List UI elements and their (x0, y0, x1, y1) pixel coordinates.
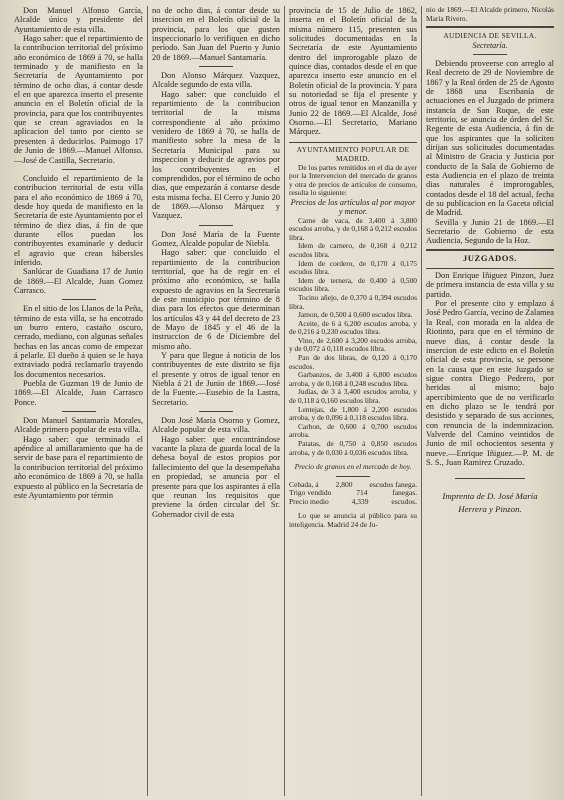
column-1 (10, 6, 147, 796)
divider (62, 169, 96, 170)
price-item: Garbanzos, de 3,400 á 6,800 escudos arroba, y de 0,168 á 0,248 escudos libra. (289, 370, 417, 388)
grain-price: 2,800 (335, 479, 353, 489)
printer-imprint: Imprenta de D. José María (442, 491, 538, 502)
notice-header: Don Enrique Iñiguez Pinzon, Juez de primera instancia de esta villa y su partido. (426, 271, 554, 299)
notice-body: Hago saber: que el repartimiento de la contribucion territorial del próximo año económico de 1869 á 70, se halla terminado y de manifiesto en la Secretaría de Ayuntamiento por término de ocho dias, á contar desde el en que aparezca inserto el presente anuncio en el Boletín oficial de la provincia, para que los contribuyentes que se crean agraviados en la aplicacion del tanto por ciento se presenten á deducirlos. Paimogo 17 de Junio de 1869.—Manuel Alfonso.—José de Castilla, Secretario. (14, 34, 143, 165)
grain-label: Precio medio (289, 496, 329, 506)
notice-signature: Sevilla y Junio 21 de 1869.—El Secretario de Gobierno de esta Audiencia, Segundo de la Hoz. (426, 217, 554, 246)
notice-signature: Sanlúcar de Guadiana 17 de Junio de 1869.—El Alcalde, Juan Gomez Carrasco. (14, 267, 143, 295)
column-2 (147, 6, 284, 796)
notice-continuation: nio de 1869.—El Alcalde primero, Nicolás María Rivero. (426, 6, 554, 23)
price-item: Jamon, de 0,500 á 0,600 escudos libra. (298, 310, 413, 320)
price-item: Patatas, de 0,750 á 0,850 escudos arroba, y de 0,030 á 0,036 escudos libra. (289, 439, 417, 457)
notice-continuation: no de ocho dias, á contar desde su insercion en el Boletín oficial de la provincia, para los que gusten inspeccionarlo lo verifiquen en dicho período. San Juan del Puerto y Junio 20 de 1869.—Manuel Santamaría. (152, 6, 280, 62)
notice-header: Don José María de la Fuente Gomez, Alcalde popular de Niebla. (152, 229, 280, 248)
divider (199, 411, 233, 412)
section-subheading: Secretaría. (472, 40, 508, 50)
column-4 (421, 6, 558, 796)
grain-label: Cebada, á (289, 479, 319, 489)
grain-unit: fanegas. (392, 488, 417, 498)
price-item: Idem de ternera, de 0,400 á 0,500 escudos libra. (289, 275, 417, 294)
section-rule (426, 268, 554, 269)
notice-body: Hago saber: que encontrándose vacante la plaza de guarda local de la dehesa boyal de estos propios por fallecimiento del que la desempeñaba en propiedad, se anuncia por el presente para que los aspirantes á ella que reunan los requisitos que previene la órden circular del Sr. Gobernador civil de esta (152, 434, 280, 519)
notice-body: Concluido el repartimiento de la contribucion territorial de esta villa para el año económico de 1869 á 70, desde hoy queda de manifiesto en la Secretaría de este Ayuntamiento por el término de diez dias, á fin de que durante ellos puedan los contribuyentes examinarle y deducir el agravio que crean hábersles inferido. (14, 173, 143, 267)
notice-body: Hago saber: que concluido el repartimiento de la contribucion territorial de la misma correspondiente al año próximo venidero de 1869 á 70, se halla de manifiesto sobre la mesa de la Secretaría Municipal para su inspeccion y deducir de agravios por los contribuyentes en el comprendidos, por el término de ocho dias, que empezarán á contarse desde esta misma fecha. El Cerro y Junio 20 de 1869.—Alonso Márquez y Vazquez. (152, 89, 280, 221)
section-rule (426, 26, 554, 28)
column-3 (284, 6, 421, 796)
grain-row (289, 498, 417, 507)
columns (10, 6, 558, 796)
price-item: Pan de dos libras, de 0,120 á 0,170 escudos. (289, 353, 417, 371)
price-item: Aceite, de 6 á 6,200 escudos arroba, y de 0,216 á 0,230 escudos libra. (289, 318, 417, 337)
price-item: Judías, de 3 á 3,400 escudos arroba, y de 0,118 á 0,160 escudos libra. (289, 387, 417, 406)
grain-price: 4,339 (351, 496, 369, 506)
section-rule (426, 249, 554, 251)
grain-unit: escudos. (391, 496, 417, 506)
price-list (289, 217, 417, 458)
notice-body: Debiendo proveerse con arreglo al Real decreto de 29 de Noviembre de 1867 y la Real órden de 25 de Agosto de 1868 una Escribanía de actuaciones en el Juzgado de primera instancia de San Roque, de este territorio, se anuncia de órden del Sr. Regente de esta Audiencia, á fin de que los aspirantes que la soliciten dirijan sus solicitudes documentadas al Ministro de Gracia y Justicia por conducto de la Sala de Gobierno de esta Audiencia en el plazo de treinta dias naturales é improrogables, contados desde el 18 del actual, fecha de su publicacion en la Gaceta oficial de Madrid. (426, 58, 554, 218)
grain-price: 714 (356, 488, 368, 498)
divider (62, 411, 96, 412)
price-item: Carne de vaca, de 3,400 á 3,800 escudos arroba, y de 0,168 á 0,212 escudos libra. (289, 215, 417, 242)
notice-header: Don Manuel Santamaría Morales, Alcalde primero popular de esta villa. (14, 416, 143, 435)
section-heading: JUZGADOS. (462, 252, 518, 263)
notice-body: Hago saber: que concluido el repartimiento de la contribucion territorial, que ha de regir en el próximo año económico, se halla expuesto de agravios en la Secretaría de este municipio por término de 8 dias para los efectos que determinan los artículos 43 y 44 del decreto de 23 de Mayo de 1845 y el 46 de la instruccion de 6 de Diciembre del mismo año. (152, 248, 280, 351)
notice-continuation: provincia de 15 de Julio de 1862, inserta en el Boletín oficial de la misma número 115, presenten sus solicitudes documentadas en la Secretaría de este Ayuntamiento dentro del improrogable plazo de quince dias, contados desde el en que aparezca inserto este anuncio en el Boletín oficial de la provincia. Y para su notoriedad se fija el presente y otros de igual tenor en Manzanilla y Junio 22 de 1869.—El Alcalde, José Osorno.—El Secretario, Mariano Márquez. (289, 6, 417, 137)
market-intro: De los partes remitidos en el dia de ayer por la Intervencion del mercado de granos y otra de precios de artículos de consumo, resulta lo siguiente: (289, 162, 417, 198)
grain-label: Trigo vendido (289, 488, 332, 498)
notice-body: En el sitio de los Llanos de la Peña, término de esta villa, se ha encotrado un burro entero, castaño oscuro, cerrado, mediano, con algunas señales hechas en las ancas como de empezar á pelarle. El dueño á quien se le haya extraviado podrá reclamarlo trayendo los documentos necesarios. (14, 304, 143, 379)
price-item: Tocino añejo, de 0,370 á 0,394 escudos libra. (289, 292, 417, 311)
notice-signature: Puebla de Guzman 19 de Junio de 1869.—El Alcalde, Juan Carrasco Ponce. (14, 379, 143, 407)
divider (62, 299, 96, 300)
notice-body: Hago saber: que terminado el apéndice al amillaramiento que ha de servir de base para el repartimiento de la contribucion territorial del próximo año económico de 1869 á 70, se halla expuesto al público en la Secretaría de este Ayuntamiento por términ (14, 434, 143, 500)
price-item: Idem de cordero, de 0,170 á 0,175 escudos libra. (289, 258, 417, 277)
grain-subheading: Precio de granos en el mercado de hoy. (294, 462, 412, 472)
section-heading-city: MADRID. (336, 154, 370, 164)
printer-imprint-name: Herrera y Pinzon. (458, 504, 522, 515)
section-heading: AUDIENCIA DE SEVILLA. (443, 31, 537, 41)
price-item: Carbon, de 0,600 á 0,700 escudos arroba. (289, 421, 417, 440)
divider (199, 66, 233, 67)
grain-unit: escudos fanega. (369, 479, 417, 489)
notice-body: Por el presente cito y emplazo á José Pedro García, vecino de Zalamea la Real, con morada en la aldea de Riotinto, para que en el término de nueve dias, á contar desde la insercion de este edicto en el Boletín oficial de esta provincia, se persone en la causa que en este Juzgado se sigue contra Diego Pedrero, por heridas al mismo; bajo apercibimiento que de no verificarlo en dicho plazo se le tendrá por desistido y separado de sus acciones, con renuncia de la indemnizacion. Valverde del Camino veintidos de Junio de mil ochocientos sesenta y nueve.—Enrique Iñiguez.—P. M. de S. S., Juan Ramirez Cruzado. (426, 299, 554, 467)
price-item: Idem de carnero, de 0,168 á 0,212 escudos libra. (289, 241, 417, 259)
section-heading: AYUNTAMIENTO POPULAR DE (296, 144, 410, 154)
divider (455, 478, 525, 479)
notice-body: Y para que llegue á noticia de los contribuyentes de este distrito se fija el presente y otros de igual tenor en Niebla á 21 de Junio de 1869.—José de la Fuente.—Eusebio de la Lastra, Secretario. (152, 351, 280, 407)
notice-header: Don Alonso Márquez Vazquez, Alcalde segundo de esta villa. (152, 71, 280, 90)
section-rule (289, 142, 417, 143)
prices-subheading: Precios de los artículos al por mayor y menor. (290, 197, 416, 217)
divider (473, 54, 507, 55)
divider (336, 476, 370, 477)
divider (199, 225, 233, 226)
notice-header: Don José María Osorno y Gomez, Alcalde popular de esta villa. (152, 416, 280, 435)
price-item: Lentejas, de 1,800 á 2,200 escudos arroba, y de 0,096 á 0,118 escudos libra. (289, 404, 417, 423)
notice-header: Don Manuel Alfonso García, Alcalde único y presidente del Ayuntamiento de esta villa. (14, 6, 143, 34)
price-item: Vino, de 2,600 á 3,200 escudos arroba, y de 0,072 á 0,118 escudos libra. (289, 335, 417, 354)
market-closing: Lo que se anuncia al público para su inteligencia. Madrid 24 de Ju- (289, 511, 417, 529)
